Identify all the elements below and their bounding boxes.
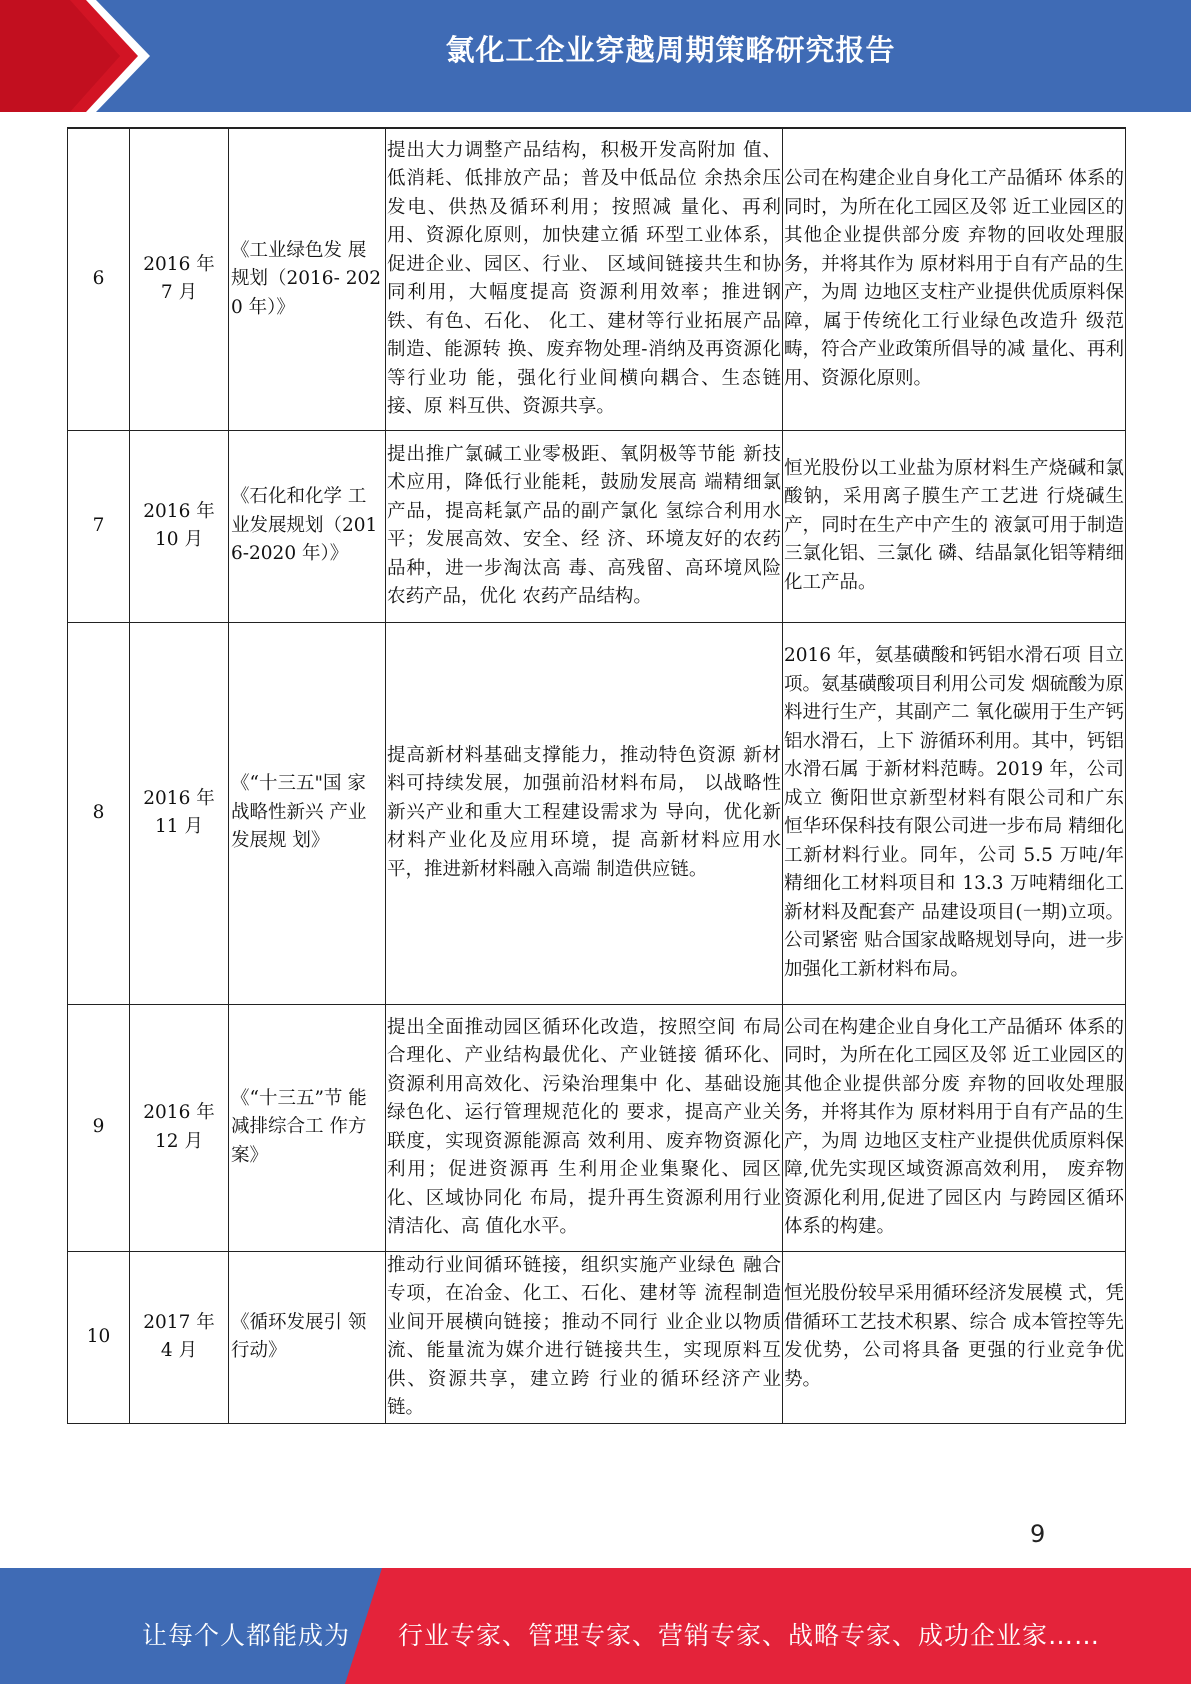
page-header bbox=[0, 0, 1191, 112]
row-number: 6 bbox=[68, 128, 130, 430]
table-row bbox=[68, 430, 1126, 622]
header-title: 氯化工企业穿越周期策略研究报告 bbox=[445, 33, 896, 67]
row-content: 提出推广氯碱工业零极距、氧阴极等节能 新技术应用，降低行业能耗，鼓励发展高 端精细氯产品，提高耗氯产品的副产氯化 氢综合利用水平；发展高效、安全、经 济、环境友好的农药品种，进一步淘汰高 毒、高残留、高环境风险农药产品，优化 农药产品结构。 bbox=[386, 430, 783, 622]
policy-table bbox=[67, 127, 1126, 1424]
row-content: 推动行业间循环链接，组织实施产业绿色 融合专项，在冶金、化工、石化、建材等 流程制造业间开展横向链接；推动不同行 业企业以物质流、能量流为媒介进行链接共生，实现原料互供、资源共享，建立跨 行业的循环经济产业链。 bbox=[386, 1251, 783, 1423]
row-number: 10 bbox=[68, 1251, 130, 1423]
row-practice: 恒光股份较早采用循环经济发展模 式，凭借循环工艺技术积累、综合 成本管控等先发优势，公司将具备 更强的行业竞争优势。 bbox=[783, 1251, 1126, 1423]
page-number: 9 bbox=[1030, 1520, 1046, 1548]
row-document: 《“十三五"国 家战略性新兴 产业发展规 划》 bbox=[229, 622, 386, 1004]
row-date bbox=[130, 1004, 229, 1251]
date-text: 2016 年 7 月 bbox=[143, 253, 215, 304]
date-text: 2016 年 10 月 bbox=[143, 500, 215, 550]
table-row bbox=[68, 622, 1126, 1004]
date-text: 2017 年 4 月 bbox=[143, 1311, 215, 1361]
row-practice: 2016 年，氨基磺酸和钙铝水滑石项 目立项。氨基磺酸项目利用公司发 烟硫酸为原料进行生产，其副产二 氧化碳用于生产钙铝水滑石，上下 游循环利用。其中，钙铝水滑石属 于新材料范畴。2019 年，公司成立 衡阳世京新型材料有限公司和广东 恒华环保科技有限公司进一步布局 精细化工新材料行业。同年，公司 5.5 万吨/年精细化工材料项目和 13.3 万吨精细化工新材料及配套产 品建设项目(一期)立项。公司紧密 贴合国家战略规划导向，进一步加强化工新材料布局。 bbox=[783, 622, 1126, 1004]
row-content: 提出全面推动园区循环化改造，按照空间 布局合理化、产业结构最优化、产业链接 循环化、资源利用高效化、污染治理集中 化、基础设施绿色化、运行管理规范化的 要求，提高产业关联度，实现资源能源高 效利用、废弃物资源化利用；促进资源再 生利用企业集聚化、园区化、区域协同化 布局，提升再生资源利用行业清洁化、高 值化水平。 bbox=[386, 1004, 783, 1251]
row-number: 9 bbox=[68, 1004, 130, 1251]
row-document: 《工业绿色发 展规划（2016- 2020 年）》 bbox=[229, 128, 386, 430]
table-row bbox=[68, 1004, 1126, 1251]
page-footer bbox=[0, 1568, 1191, 1684]
row-number: 7 bbox=[68, 430, 130, 622]
row-document: 《循环发展引 领行动》 bbox=[229, 1251, 386, 1423]
row-content: 提出大力调整产品结构，积极开发高附加 值、低消耗、低排放产品；普及中低品位 余热余压发电、供热及循环利用；按照减 量化、再利用、资源化原则，加快建立循 环型工业体系，促进企业、园区、行业、 区域间链接共生和协同利用，大幅度提高 资源利用效率；推进钢铁、有色、石化、 化工、建材等行业拓展产品制造、能源转 换、废弃物处理-消纳及再资源化等行业功 能，强化行业间横向耦合、生态链接、原 料互供、资源共享。 bbox=[386, 128, 783, 430]
row-date bbox=[130, 1251, 229, 1423]
date-text: 2016 年 11 月 bbox=[143, 787, 215, 837]
row-number: 8 bbox=[68, 622, 130, 1004]
table-row bbox=[68, 128, 1126, 430]
row-date bbox=[130, 622, 229, 1004]
row-date bbox=[130, 430, 229, 622]
table-row bbox=[68, 1251, 1126, 1423]
row-document: 《石化和化学 工业发展规划（2016-2020 年）》 bbox=[229, 430, 386, 622]
row-content: 提高新材料基础支撑能力，推动特色资源 新材料可持续发展，加强前沿材料布局， 以战略性新兴产业和重大工程建设需求为 导向，优化新材料产业化及应用环境，提 高新材料应用水平，推进新材料融入高端 制造供应链。 bbox=[386, 622, 783, 1004]
row-date bbox=[130, 128, 229, 430]
date-text: 2016 年 12 月 bbox=[143, 1102, 215, 1152]
footer-slogan-right: 行业专家、管理专家、营销专家、战略专家、成功企业家…… bbox=[398, 1621, 1101, 1650]
footer-slogan-left: 让每个人都能成为 bbox=[142, 1621, 351, 1650]
row-practice: 公司在构建企业自身化工产品循环 体系的同时，为所在化工园区及邻 近工业园区的其他企业提供部分废 弃物的回收处理服务，并将其作为 原材料用于自有产品的生产，为周 边地区支柱产业提供优质原料保 障，属于传统化工行业绿色改造升 级范畴，符合产业政策所倡导的减 量化、再利用、资源化原则。 bbox=[783, 128, 1126, 430]
row-document: 《“十三五”节 能减排综合工 作方案》 bbox=[229, 1004, 386, 1251]
row-practice: 恒光股份以工业盐为原材料生产烧碱和氯酸钠，采用离子膜生产工艺进 行烧碱生产，同时在生产中产生的 液氯可用于制造三氯化铝、三氯化 磷、结晶氯化铝等精细化工产品。 bbox=[783, 430, 1126, 622]
row-practice: 公司在构建企业自身化工产品循环 体系的同时，为所在化工园区及邻 近工业园区的其他企业提供部分废 弃物的回收处理服务，并将其作为 原材料用于自有产品的生产，为周 边地区支柱产业提供优质原料保 障,优先实现区域资源高效利用， 废弃物资源化利用,促进了园区内 与跨园区循环体系的构建。 bbox=[783, 1004, 1126, 1251]
